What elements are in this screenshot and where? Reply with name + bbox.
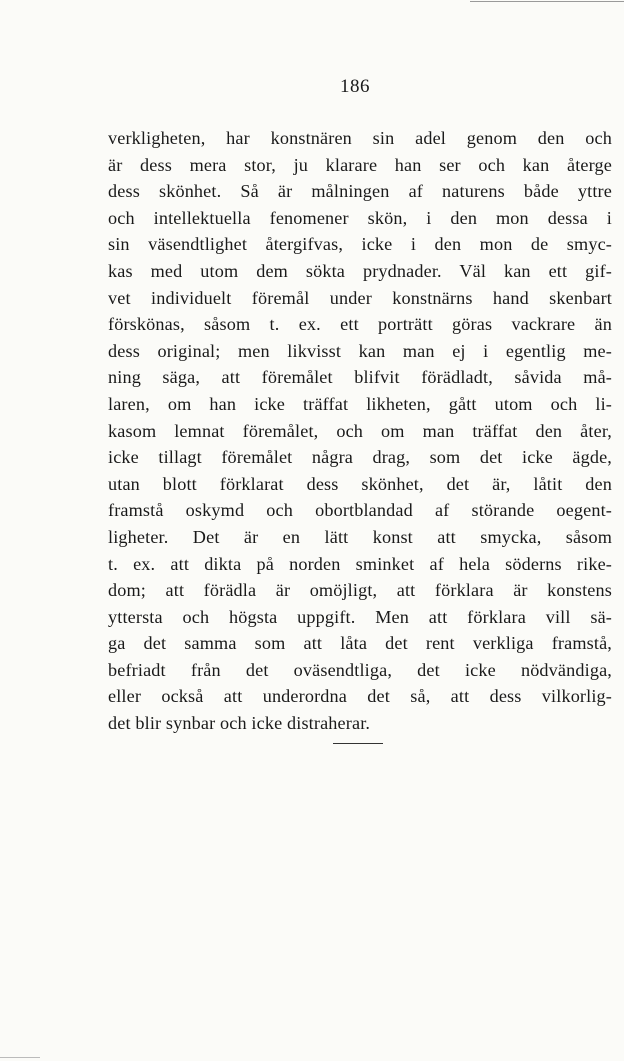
text-line: ning säga, att föremålet blifvit förädladt, såvida må- [108,367,612,388]
text-line: och intellektuella fenomener skön, i den mon dessa i [108,207,612,228]
page-number: 186 [340,76,370,97]
text-line: vet individuelt föremål under konstnärns hand skenbart [108,287,612,308]
text-line: ga det samma som att låta det rent verkliga framstå, [108,633,612,654]
text-line: eller också att underordna det så, att dess vilkorlig- [108,686,612,707]
text-line: yttersta och högsta uppgift. Men att förklara vill sä- [108,606,612,627]
text-line: sin väsendtlighet återgifvas, icke i den mon de smyc- [108,234,612,255]
end-of-text-rule [333,743,383,744]
text-line: är dess mera stor, ju klarare han ser och kan återge [108,154,612,175]
text-line: dess original; men likvisst kan man ej i egentlig me- [108,340,612,361]
text-line: dom; att förädla är omöjligt, att förklara är konstens [108,580,612,601]
text-line: befriadt från det oväsendtliga, det icke nödvändiga, [108,659,612,680]
text-line: laren, om han icke träffat likheten, gått utom och li- [108,393,612,414]
text-line: t. ex. att dikta på norden sminket af hela söderns rike- [108,553,612,574]
top-edge-rule [470,1,624,2]
text-line: framstå oskymd och obortblandad af störande oegent- [108,500,612,521]
text-line: förskönas, såsom t. ex. ett porträtt göras vackrare än [108,314,612,335]
text-line: kasom lemnat föremålet, och om man träffat den åter, [108,420,612,441]
bottom-edge-mark [0,1057,40,1058]
text-line: ligheter. Det är en lätt konst att smycka, såsom [108,526,612,547]
text-line: kas med utom dem sökta prydnader. Väl kan ett gif- [108,260,612,281]
text-line: verkligheten, har konstnären sin adel genom den och [108,128,612,148]
text-line-last: det blir synbar och icke distraherar. [108,713,371,734]
body-paragraph [108,125,612,737]
text-line: utan blott förklarat dess skönhet, det är, låtit den [108,473,612,494]
text-line: icke tillagt föremålet några drag, som det icke ägde, [108,447,612,468]
text-line: dess skönhet. Så är målningen af naturens både yttre [108,181,612,202]
